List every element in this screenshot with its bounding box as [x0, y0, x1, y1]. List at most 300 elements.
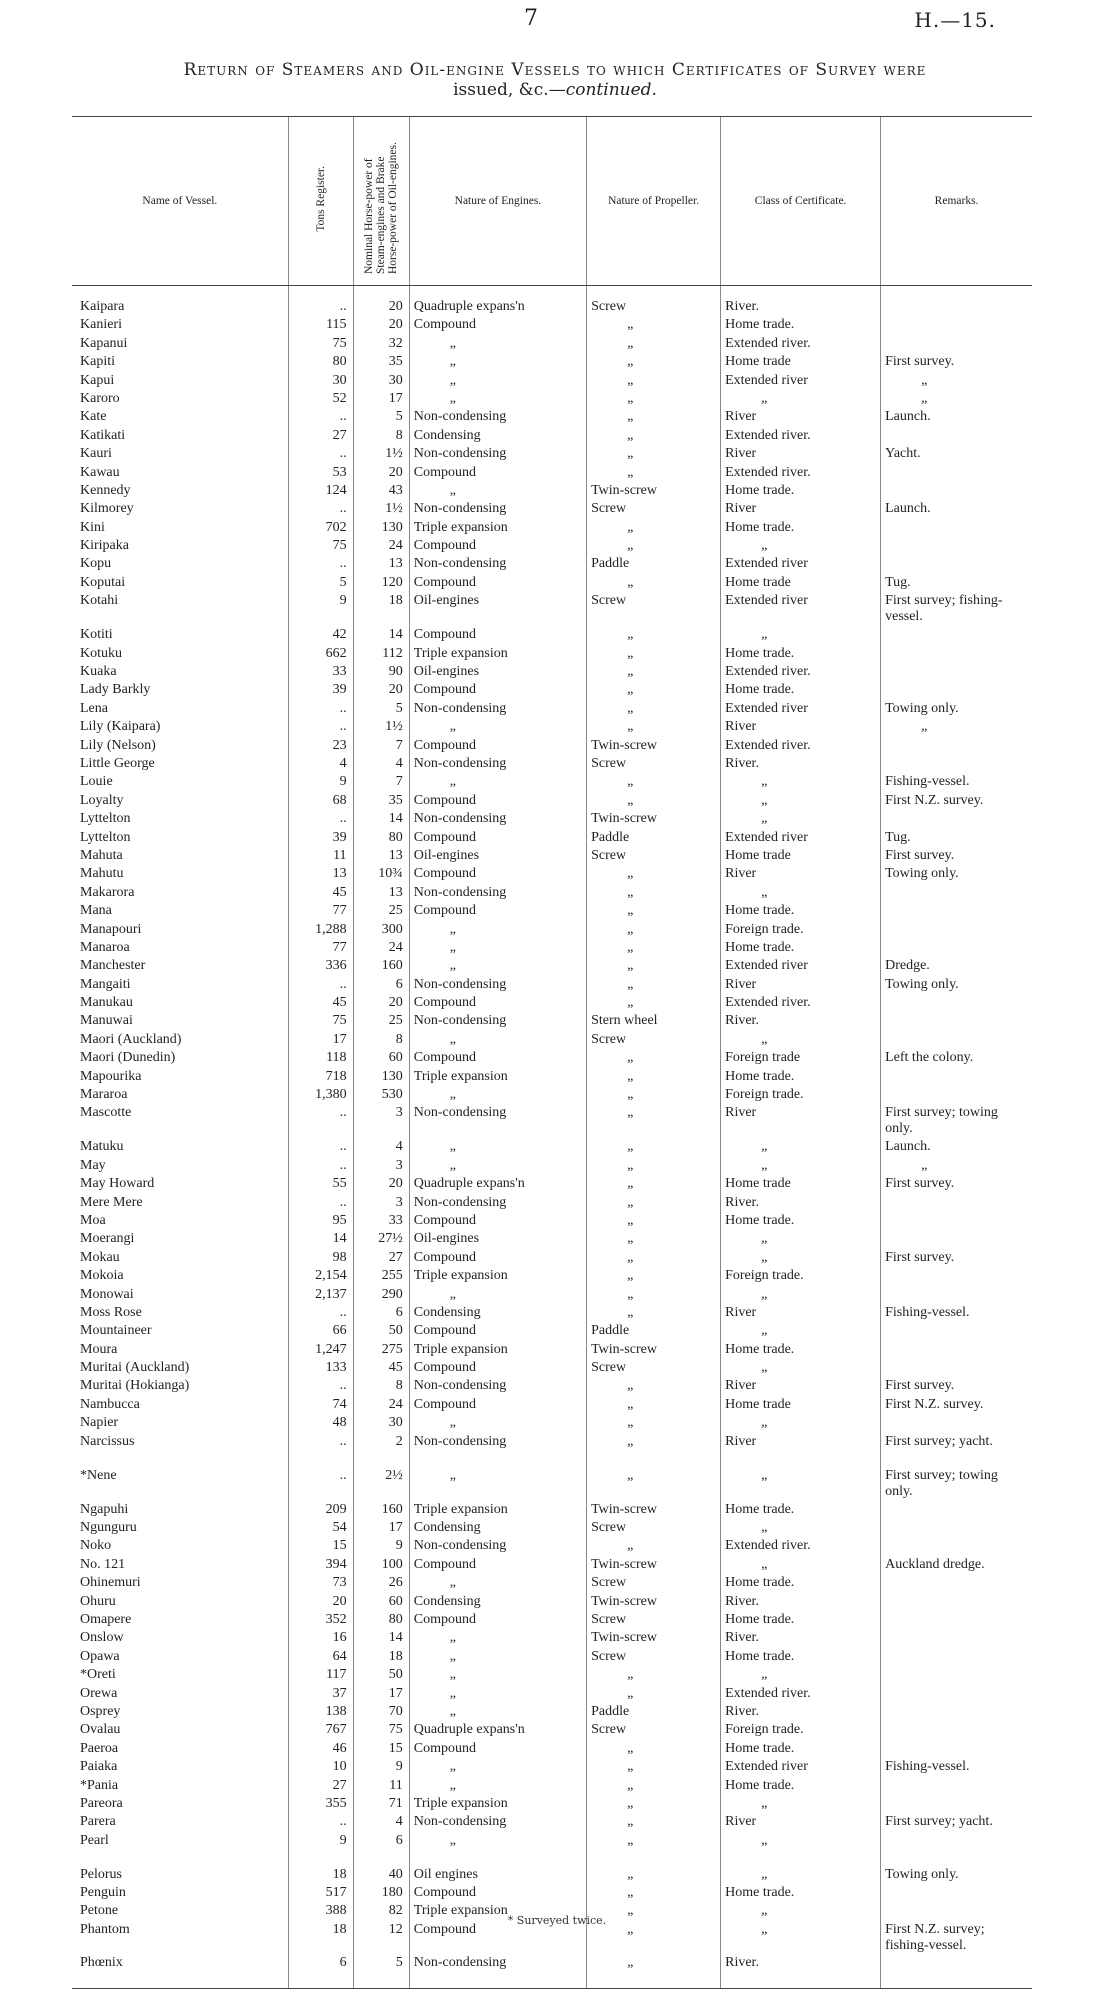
table-row — [72, 1666, 1032, 1684]
horsepower-cell: 35 — [353, 353, 409, 371]
engines-cell: Compound — [409, 1396, 586, 1414]
vessel-name-cell: Kapui — [80, 372, 115, 388]
vessel-name-cell: Muritai (Hokianga) — [80, 1378, 190, 1394]
certificate-class-cell: River. — [721, 1703, 881, 1721]
horsepower-cell: 40 — [353, 1866, 409, 1884]
vessel-name-cell: Manapouri — [80, 921, 142, 937]
vessel-name-cell: Mokoia — [80, 1268, 124, 1284]
table-row — [72, 645, 1032, 663]
propeller-cell: „ — [587, 1537, 721, 1555]
propeller-cell: „ — [587, 1230, 721, 1248]
certificate-class-cell: „ — [721, 1031, 881, 1049]
page-title — [90, 60, 1020, 100]
propeller-cell: „ — [587, 1267, 721, 1285]
table-row — [72, 792, 1032, 810]
horsepower-cell: 300 — [353, 921, 409, 939]
horsepower-cell: 45 — [353, 1359, 409, 1377]
engines-cell: Non-condensing — [409, 1954, 586, 1989]
certificate-class-cell: River — [721, 408, 881, 426]
propeller-cell: Screw — [587, 500, 721, 518]
horsepower-cell: 290 — [353, 1286, 409, 1304]
remarks-cell: First survey. — [881, 1249, 1032, 1267]
horsepower-cell: 80 — [353, 829, 409, 847]
certificate-class-cell: River — [721, 976, 881, 994]
column-header-propeller: Nature of Propeller. — [587, 117, 721, 286]
remarks-cell — [881, 1286, 1032, 1304]
tons-register-cell: .. — [288, 555, 353, 573]
engines-cell: Compound — [409, 737, 586, 755]
remarks-cell — [881, 737, 1032, 755]
vessel-name-cell: Onslow — [80, 1630, 124, 1646]
table-row — [72, 1341, 1032, 1359]
tons-register-cell: 75 — [288, 537, 353, 555]
horsepower-cell: 20 — [353, 316, 409, 334]
table-row — [72, 1758, 1032, 1776]
engines-cell: Non-condensing — [409, 1537, 586, 1555]
engines-cell: Compound — [409, 574, 586, 592]
vessel-name-cell: Moerangi — [80, 1231, 135, 1247]
vessel-name-cell: Mararoa — [80, 1087, 128, 1103]
remarks-cell: Fishing-vessel. — [881, 1758, 1032, 1776]
propeller-cell: „ — [587, 537, 721, 555]
horsepower-cell: 27 — [353, 1249, 409, 1267]
table-row — [72, 1467, 1032, 1501]
tons-register-cell: 30 — [288, 372, 353, 390]
remarks-cell — [881, 555, 1032, 573]
certificate-class-cell: Extended river — [721, 592, 881, 626]
engines-cell: Quadruple expans'n — [409, 1721, 586, 1739]
horsepower-cell: 1½ — [353, 718, 409, 736]
certificate-class-cell: Foreign trade. — [721, 921, 881, 939]
propeller-cell: „ — [587, 1286, 721, 1304]
propeller-cell: „ — [587, 663, 721, 681]
horsepower-cell: 24 — [353, 1396, 409, 1414]
vessel-name-cell: Kotuku — [80, 645, 122, 661]
certificate-class-cell: River. — [721, 1593, 881, 1611]
certificate-class-cell: Home trade — [721, 574, 881, 592]
table-row — [72, 353, 1032, 371]
horsepower-cell: 130 — [353, 1068, 409, 1086]
table-row — [72, 829, 1032, 847]
table-spacer-row — [72, 286, 1032, 299]
tons-register-cell: 18 — [288, 1921, 353, 1954]
remarks-cell — [881, 1648, 1032, 1666]
certificate-class-cell: River. — [721, 1954, 881, 1989]
engines-cell: Non-condensing — [409, 1377, 586, 1395]
remarks-cell: Yacht. — [881, 445, 1032, 463]
remarks-cell: Auckland dredge. — [881, 1556, 1032, 1574]
propeller-cell: „ — [587, 1666, 721, 1684]
certificate-class-cell: River — [721, 1377, 881, 1395]
remarks-cell — [881, 1685, 1032, 1703]
tons-register-cell: .. — [288, 976, 353, 994]
horsepower-cell: 20 — [353, 1175, 409, 1193]
table-row — [72, 1157, 1032, 1175]
table-row — [72, 464, 1032, 482]
propeller-cell: „ — [587, 408, 721, 426]
table-row — [72, 1377, 1032, 1395]
certificate-class-cell: River. — [721, 1012, 881, 1030]
horsepower-cell: 32 — [353, 335, 409, 353]
certificate-class-cell: Home trade. — [721, 902, 881, 920]
engines-cell: „ — [409, 1758, 586, 1776]
certificate-class-cell: Home trade. — [721, 316, 881, 334]
propeller-cell: „ — [587, 574, 721, 592]
engines-cell: Compound — [409, 626, 586, 644]
tons-register-cell: .. — [288, 1377, 353, 1395]
table-row — [72, 1740, 1032, 1758]
tons-register-cell: 2,137 — [288, 1286, 353, 1304]
propeller-cell: „ — [587, 1758, 721, 1776]
remarks-cell — [881, 1703, 1032, 1721]
tons-register-cell: .. — [288, 445, 353, 463]
horsepower-cell: 43 — [353, 482, 409, 500]
engines-cell: Non-condensing — [409, 884, 586, 902]
table-row — [72, 390, 1032, 408]
propeller-cell: Twin-screw — [587, 1629, 721, 1647]
certificate-class-cell: Home trade. — [721, 1574, 881, 1592]
table-row — [72, 1777, 1032, 1795]
certificate-class-cell: „ — [721, 1902, 881, 1920]
table-row — [72, 1795, 1032, 1813]
tons-register-cell: 53 — [288, 464, 353, 482]
tons-register-cell: 66 — [288, 1322, 353, 1340]
remarks-cell — [881, 1012, 1032, 1030]
horsepower-cell: 112 — [353, 645, 409, 663]
propeller-cell: Screw — [587, 847, 721, 865]
certificate-class-cell: „ — [721, 1157, 881, 1175]
engines-cell: „ — [409, 1703, 586, 1721]
certificate-class-cell: Home trade — [721, 1175, 881, 1193]
vessel-name-cell: Ohuru — [80, 1593, 116, 1609]
propeller-cell: „ — [587, 1396, 721, 1414]
tons-register-cell: .. — [288, 1433, 353, 1467]
vessel-name-cell: Kauri — [80, 446, 112, 462]
table-row — [72, 773, 1032, 791]
vessel-name-cell: Penguin — [80, 1885, 126, 1901]
table-row — [72, 902, 1032, 920]
tons-register-cell: 5 — [288, 574, 353, 592]
certificate-class-cell: River. — [721, 1629, 881, 1647]
column-header-tons: Tons Register. — [288, 117, 353, 286]
horsepower-cell: 4 — [353, 1138, 409, 1156]
table-row — [72, 1414, 1032, 1432]
remarks-cell: Launch. — [881, 500, 1032, 518]
propeller-cell: „ — [587, 1049, 721, 1067]
remarks-cell — [881, 1954, 1032, 1989]
certificate-class-cell: „ — [721, 1467, 881, 1501]
vessel-name-cell: Nambucca — [80, 1396, 140, 1412]
engines-cell: Compound — [409, 1322, 586, 1340]
horsepower-cell: 13 — [353, 847, 409, 865]
table-row — [72, 626, 1032, 644]
horsepower-cell: 17 — [353, 390, 409, 408]
certificate-class-cell: Foreign trade. — [721, 1721, 881, 1739]
remarks-cell: „ — [881, 718, 1032, 736]
propeller-cell: Screw — [587, 1519, 721, 1537]
certificate-class-cell: Home trade. — [721, 1648, 881, 1666]
certificate-class-cell: Extended river. — [721, 1685, 881, 1703]
engines-cell: „ — [409, 1086, 586, 1104]
certificate-class-cell: River. — [721, 755, 881, 773]
vessel-name-cell: Makarora — [80, 884, 135, 900]
remarks-cell — [881, 464, 1032, 482]
engines-cell: Oil-engines — [409, 1230, 586, 1248]
engines-cell: Non-condensing — [409, 500, 586, 518]
propeller-cell: Twin-screw — [587, 1341, 721, 1359]
horsepower-cell: 50 — [353, 1322, 409, 1340]
engines-cell: Non-condensing — [409, 555, 586, 573]
engines-cell: „ — [409, 1138, 586, 1156]
engines-cell: Compound — [409, 1611, 586, 1629]
propeller-cell: „ — [587, 1414, 721, 1432]
certificate-class-cell: „ — [721, 1519, 881, 1537]
table-row — [72, 1212, 1032, 1230]
table-row — [72, 592, 1032, 626]
vessel-name-cell: Louie — [80, 774, 113, 790]
certificate-class-cell: Home trade. — [721, 1501, 881, 1519]
vessel-name-cell: Kapanui — [80, 335, 128, 351]
vessel-name-cell: Little George — [80, 755, 155, 771]
certificate-class-cell: River — [721, 500, 881, 518]
propeller-cell: Stern wheel — [587, 1012, 721, 1030]
remarks-cell — [881, 755, 1032, 773]
remarks-cell: Tug. — [881, 574, 1032, 592]
propeller-cell: Twin-screw — [587, 1593, 721, 1611]
remarks-cell: Left the colony. — [881, 1049, 1032, 1067]
propeller-cell: „ — [587, 335, 721, 353]
table-row — [72, 884, 1032, 902]
propeller-cell: „ — [587, 1304, 721, 1322]
horsepower-cell: 4 — [353, 755, 409, 773]
vessel-name-cell: Manuwai — [80, 1013, 133, 1029]
vessel-name-cell: Manchester — [80, 958, 146, 974]
table-row — [72, 1685, 1032, 1703]
propeller-cell: „ — [587, 1104, 721, 1138]
engines-cell: Oil-engines — [409, 592, 586, 626]
remarks-cell: „ — [881, 390, 1032, 408]
engines-cell: Compound — [409, 681, 586, 699]
horsepower-cell: 26 — [353, 1574, 409, 1592]
horsepower-cell: 130 — [353, 519, 409, 537]
horsepower-cell: 11 — [353, 1777, 409, 1795]
vessel-name-cell: Kennedy — [80, 482, 131, 498]
tons-register-cell: 68 — [288, 792, 353, 810]
tons-register-cell: 517 — [288, 1884, 353, 1902]
propeller-cell: „ — [587, 994, 721, 1012]
certificate-class-cell: Home trade — [721, 1396, 881, 1414]
engines-cell: Oil engines — [409, 1866, 586, 1884]
certificate-class-cell: Home trade — [721, 847, 881, 865]
vessel-name-cell: Kotahi — [80, 593, 119, 609]
engines-cell: „ — [409, 353, 586, 371]
vessel-name-cell: Ngunguru — [80, 1520, 137, 1536]
tons-register-cell: 2,154 — [288, 1267, 353, 1285]
remarks-cell: Launch. — [881, 408, 1032, 426]
engines-cell: Triple expansion — [409, 1902, 586, 1920]
certificate-class-cell: „ — [721, 1322, 881, 1340]
horsepower-cell: 100 — [353, 1556, 409, 1574]
page-reference: H.—15. — [914, 8, 996, 32]
propeller-cell: Screw — [587, 1359, 721, 1377]
propeller-cell: Paddle — [587, 1703, 721, 1721]
tons-register-cell: 9 — [288, 1832, 353, 1866]
tons-register-cell: 1,288 — [288, 921, 353, 939]
remarks-cell — [881, 884, 1032, 902]
remarks-cell — [881, 902, 1032, 920]
certificate-class-cell: River — [721, 445, 881, 463]
remarks-cell — [881, 1086, 1032, 1104]
vessel-name-cell: Monowai — [80, 1286, 134, 1302]
tons-register-cell: 1,380 — [288, 1086, 353, 1104]
certificate-class-cell: Foreign trade — [721, 1049, 881, 1067]
tons-register-cell: 15 — [288, 1537, 353, 1555]
engines-cell: „ — [409, 1467, 586, 1501]
vessel-name-cell: Kuaka — [80, 664, 117, 680]
propeller-cell: „ — [587, 681, 721, 699]
vessel-name-cell: Kanieri — [80, 317, 122, 333]
vessel-name-cell: Manaroa — [80, 939, 130, 955]
vessel-name-cell: Muritai (Auckland) — [80, 1360, 190, 1376]
horsepower-cell: 14 — [353, 626, 409, 644]
vessel-name-cell: May Howard — [80, 1176, 155, 1192]
horsepower-cell: 5 — [353, 408, 409, 426]
table-row — [72, 1359, 1032, 1377]
tons-register-cell: 27 — [288, 1777, 353, 1795]
certificate-class-cell: „ — [721, 1866, 881, 1884]
remarks-cell: First N.Z. survey; fishing-vessel. — [881, 1921, 1032, 1954]
horsepower-cell: 60 — [353, 1049, 409, 1067]
certificate-class-cell: Home trade — [721, 353, 881, 371]
vessel-name-cell: Karoro — [80, 390, 120, 406]
remarks-cell — [881, 1832, 1032, 1866]
horsepower-cell: 24 — [353, 939, 409, 957]
tons-register-cell: 39 — [288, 681, 353, 699]
vessel-name-cell: Lena — [80, 700, 108, 716]
certificate-class-cell: River. — [721, 298, 881, 316]
engines-cell: „ — [409, 390, 586, 408]
remarks-cell — [881, 1194, 1032, 1212]
engines-cell: Quadruple expans'n — [409, 1175, 586, 1193]
tons-register-cell: 98 — [288, 1249, 353, 1267]
remarks-cell: First survey. — [881, 847, 1032, 865]
table-row — [72, 1304, 1032, 1322]
engines-cell: Non-condensing — [409, 1104, 586, 1138]
engines-cell: „ — [409, 1648, 586, 1666]
remarks-cell: Launch. — [881, 1138, 1032, 1156]
table-row — [72, 1249, 1032, 1267]
certificate-class-cell: Extended river — [721, 1758, 881, 1776]
engines-cell: „ — [409, 1666, 586, 1684]
remarks-cell — [881, 939, 1032, 957]
propeller-cell: „ — [587, 884, 721, 902]
tons-register-cell: 352 — [288, 1611, 353, 1629]
tons-register-cell: 95 — [288, 1212, 353, 1230]
vessel-name-cell: Mahuta — [80, 847, 123, 863]
engines-cell: Non-condensing — [409, 408, 586, 426]
tons-register-cell: 80 — [288, 353, 353, 371]
remarks-cell — [881, 1414, 1032, 1432]
table-row — [72, 700, 1032, 718]
vessel-name-cell: Kotiti — [80, 627, 113, 643]
certificate-class-cell: Extended river. — [721, 1537, 881, 1555]
engines-cell: Triple expansion — [409, 1341, 586, 1359]
remarks-cell: Towing only. — [881, 865, 1032, 883]
tons-register-cell: 6 — [288, 1954, 353, 1989]
vessel-name-cell: *Oreti — [80, 1667, 116, 1683]
table-row — [72, 1648, 1032, 1666]
horsepower-cell: 5 — [353, 1954, 409, 1989]
remarks-cell — [881, 1629, 1032, 1647]
table-row — [72, 1286, 1032, 1304]
tons-register-cell: 16 — [288, 1629, 353, 1647]
tons-register-cell: 355 — [288, 1795, 353, 1813]
certificate-class-cell: „ — [721, 1666, 881, 1684]
vessel-name-cell: Moa — [80, 1212, 106, 1228]
horsepower-cell: 3 — [353, 1194, 409, 1212]
tons-register-cell: 73 — [288, 1574, 353, 1592]
horsepower-cell: 17 — [353, 1685, 409, 1703]
vessel-name-cell: Ovalau — [80, 1722, 121, 1738]
horsepower-cell: 50 — [353, 1666, 409, 1684]
vessel-name-cell: Noko — [80, 1538, 112, 1554]
table-row — [72, 335, 1032, 353]
remarks-cell — [881, 1068, 1032, 1086]
remarks-cell — [881, 626, 1032, 644]
tons-register-cell: 115 — [288, 316, 353, 334]
vessel-name-cell: May — [80, 1157, 106, 1173]
certificate-class-cell: „ — [721, 810, 881, 828]
tons-register-cell: 23 — [288, 737, 353, 755]
tons-register-cell: 138 — [288, 1703, 353, 1721]
certificate-class-cell: River — [721, 718, 881, 736]
certificate-class-cell: Extended river — [721, 555, 881, 573]
propeller-cell: „ — [587, 519, 721, 537]
certificate-class-cell: „ — [721, 537, 881, 555]
horsepower-cell: 8 — [353, 1031, 409, 1049]
tons-register-cell: 52 — [288, 390, 353, 408]
table-row — [72, 1721, 1032, 1739]
remarks-cell: First N.Z. survey. — [881, 1396, 1032, 1414]
engines-cell: Non-condensing — [409, 1813, 586, 1831]
table-row — [72, 1629, 1032, 1647]
horsepower-cell: 35 — [353, 792, 409, 810]
tons-register-cell: 18 — [288, 1866, 353, 1884]
table-row — [72, 957, 1032, 975]
propeller-cell: „ — [587, 1902, 721, 1920]
column-header-name: Name of Vessel. — [72, 117, 288, 286]
tons-register-cell: .. — [288, 1467, 353, 1501]
table-body — [72, 286, 1032, 1989]
engines-cell: „ — [409, 1574, 586, 1592]
vessel-name-cell: Mountaineer — [80, 1323, 152, 1339]
vessel-name-cell: Mana — [80, 903, 112, 919]
horsepower-cell: 25 — [353, 902, 409, 920]
engines-cell: Compound — [409, 1556, 586, 1574]
propeller-cell: „ — [587, 792, 721, 810]
horsepower-cell: 20 — [353, 994, 409, 1012]
remarks-cell: First survey. — [881, 1377, 1032, 1395]
engines-cell: Non-condensing — [409, 976, 586, 994]
tons-register-cell: .. — [288, 298, 353, 316]
horsepower-cell: 20 — [353, 464, 409, 482]
horsepower-cell: 18 — [353, 592, 409, 626]
vessel-name-cell: Mapourika — [80, 1068, 142, 1084]
table-row — [72, 1086, 1032, 1104]
tons-register-cell: 64 — [288, 1648, 353, 1666]
table-row — [72, 1267, 1032, 1285]
tons-register-cell: 39 — [288, 829, 353, 847]
